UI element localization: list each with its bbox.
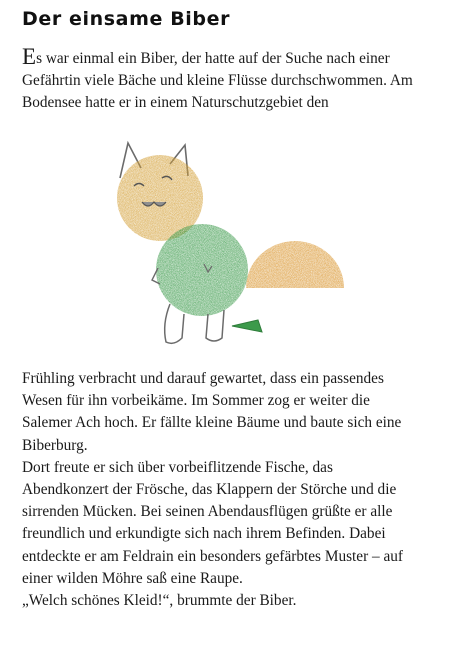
- drop-cap: E: [22, 44, 37, 69]
- intro-paragraph: [22, 44, 442, 115]
- text-line: [22, 44, 442, 70]
- text-line: Bodensee hatte er in einem Naturschutzgebiet den: [22, 94, 329, 112]
- text-line: Salemer Ach hoch. Er fällte kleine Bäume und baute sich eine: [22, 414, 402, 432]
- text-line: Abendkonzert der Frösche, das Klappern der Störche und die: [22, 481, 397, 499]
- text-line: Wesen für ihn vorbeikäme. Im Sommer zog er weiter die: [22, 392, 370, 410]
- text-line: Dort freute er sich über vorbeiflitzende Fische, das: [22, 458, 333, 476]
- beaver-illustration: [108, 138, 358, 353]
- page-title: Der einsame Biber: [22, 8, 231, 30]
- tail-tip: [232, 320, 262, 332]
- text-line: sirrenden Mücken. Bei seinen Abendausflügen grüßte er alle: [22, 503, 393, 521]
- text-line: Frühling verbracht und darauf gewartet, dass ein passendes: [22, 370, 384, 387]
- tail: [246, 241, 344, 288]
- text-line: Gefährtin viele Bäche und kleine Flüsse durchschwommen. Am: [22, 72, 413, 90]
- text-line: einer wilden Möhre saß eine Raupe.: [22, 569, 243, 587]
- text-line-content: s war einmal ein Biber, der hatte auf der Suche nach einer: [36, 50, 390, 67]
- text-line: „Welch schönes Kleid!“, brummte der Biber.: [22, 592, 297, 610]
- text-line: Biberburg.: [22, 436, 88, 454]
- body-paragraph: [22, 368, 442, 612]
- text-line: entdeckte er am Feldrain ein besonders gefärbtes Muster – auf: [22, 547, 404, 565]
- body: [156, 224, 248, 316]
- text-line: freundlich und erkundigte sich nach ihrem Befinden. Dabei: [22, 525, 386, 543]
